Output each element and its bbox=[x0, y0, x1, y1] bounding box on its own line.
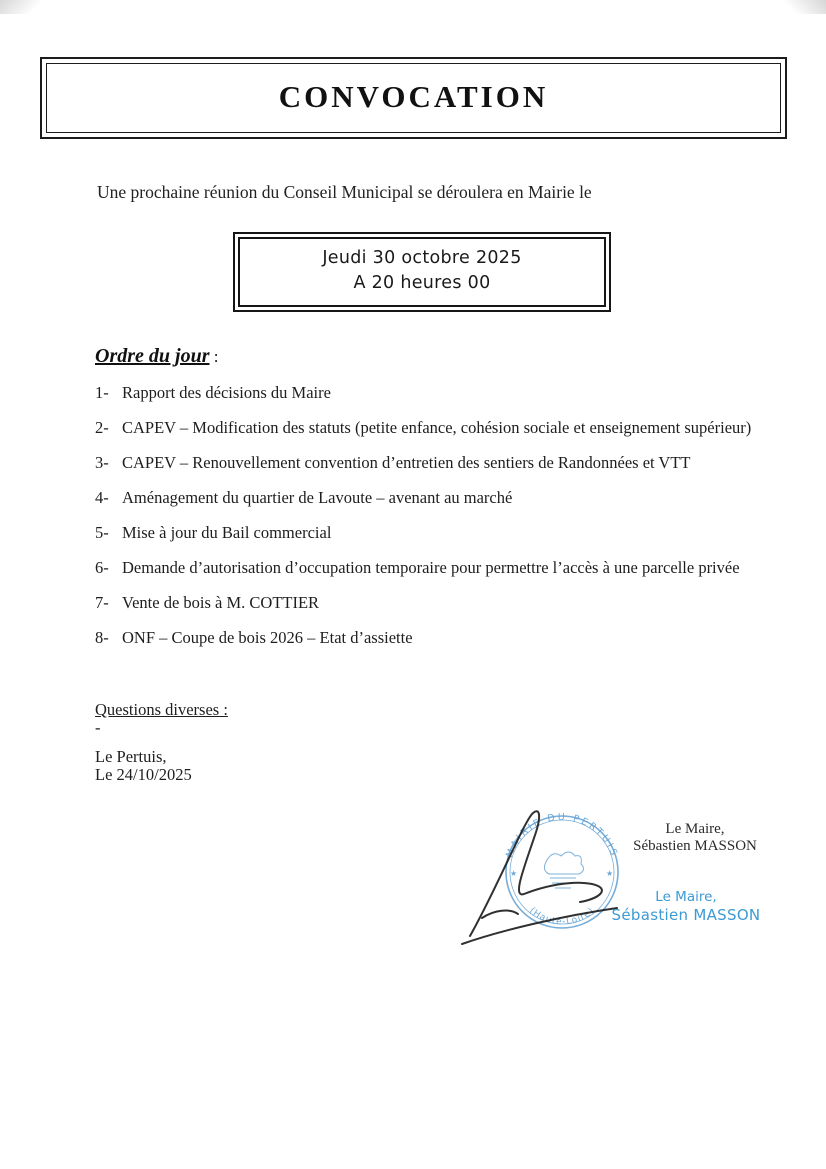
questions-heading: Questions diverses : bbox=[95, 700, 228, 719]
meeting-time: A 20 heures 00 bbox=[353, 273, 491, 293]
agenda-item-number: 3- bbox=[95, 453, 109, 472]
agenda-item-4 bbox=[95, 488, 765, 508]
mayor-label-blue: Le Maire, bbox=[655, 889, 717, 905]
stamp-top-text: MAIRIE DU PERTUIS bbox=[504, 811, 620, 860]
agenda-item-text: Mise à jour du Bail commercial bbox=[122, 523, 332, 542]
title-box bbox=[40, 57, 787, 139]
agenda-item-text: Vente de bois à M. COTTIER bbox=[122, 593, 320, 612]
agenda-heading-text: Ordre du jour bbox=[95, 345, 210, 367]
agenda-list bbox=[95, 383, 765, 648]
agenda-item-1 bbox=[95, 383, 765, 403]
meeting-date-box-inner bbox=[238, 237, 606, 307]
title-box-inner bbox=[46, 63, 781, 133]
agenda-item-number: 5- bbox=[95, 523, 109, 542]
agenda-item-5 bbox=[95, 523, 765, 543]
stamp-star-right: ★ bbox=[606, 869, 614, 878]
stamp-bottom-text: (Haute-Loire) bbox=[527, 905, 597, 928]
agenda-item-6 bbox=[95, 558, 765, 578]
agenda-item-2 bbox=[95, 418, 765, 438]
place-date-block bbox=[95, 748, 192, 784]
agenda-item-number: 4- bbox=[95, 488, 109, 507]
agenda-item-text: CAPEV – Modification des statuts (petite enfance, cohésion sociale et enseignement supérieur) bbox=[122, 418, 752, 437]
agenda-item-number: 7- bbox=[95, 593, 109, 612]
meeting-date: Jeudi 30 octobre 2025 bbox=[322, 248, 522, 268]
agenda-item-number: 6- bbox=[95, 558, 109, 577]
intro-text: Une prochaine réunion du Conseil Municipal se déroulera en Mairie le bbox=[97, 182, 592, 202]
mayor-label: Le Maire, bbox=[665, 821, 725, 837]
agenda-item-text: CAPEV – Renouvellement convention d’entretien des sentiers de Randonnées et VTT bbox=[122, 453, 691, 472]
agenda-item-number: 1- bbox=[95, 383, 109, 402]
agenda-item-7 bbox=[95, 593, 765, 613]
agenda-heading-colon: : bbox=[209, 347, 219, 366]
mayor-name-blue: Sébastien MASSON bbox=[611, 906, 761, 924]
mayor-signature-block-blue bbox=[600, 889, 772, 925]
mayor-signature-block bbox=[615, 821, 775, 855]
agenda-item-number: 8- bbox=[95, 628, 109, 647]
svg-text:MAIRIE DU PERTUIS bbox=[504, 812, 620, 859]
meeting-date-box bbox=[233, 232, 611, 312]
document-title: CONVOCATION bbox=[278, 79, 549, 114]
stamp-star-left: ★ bbox=[510, 869, 518, 878]
questions-dash: - bbox=[95, 718, 101, 737]
date-line: Le 24/10/2025 bbox=[95, 765, 192, 784]
agenda-item-text: Demande d’autorisation d’occupation temporaire pour permettre l’accès à une parcelle privée bbox=[122, 558, 740, 577]
mayor-name: Sébastien MASSON bbox=[633, 838, 757, 854]
agenda-item-text: ONF – Coupe de bois 2026 – Etat d’assiette bbox=[122, 628, 413, 647]
agenda-item-number: 2- bbox=[95, 418, 109, 437]
scan-artifact-left bbox=[0, 0, 60, 14]
agenda-heading bbox=[95, 345, 218, 368]
scan-artifact-right bbox=[766, 0, 826, 14]
agenda-item-text: Rapport des décisions du Maire bbox=[122, 383, 331, 402]
agenda-item-3 bbox=[95, 453, 765, 473]
agenda-item-8 bbox=[95, 628, 765, 648]
agenda-item-text: Aménagement du quartier de Lavoute – avenant au marché bbox=[122, 488, 513, 507]
place-line: Le Pertuis, bbox=[95, 747, 167, 766]
